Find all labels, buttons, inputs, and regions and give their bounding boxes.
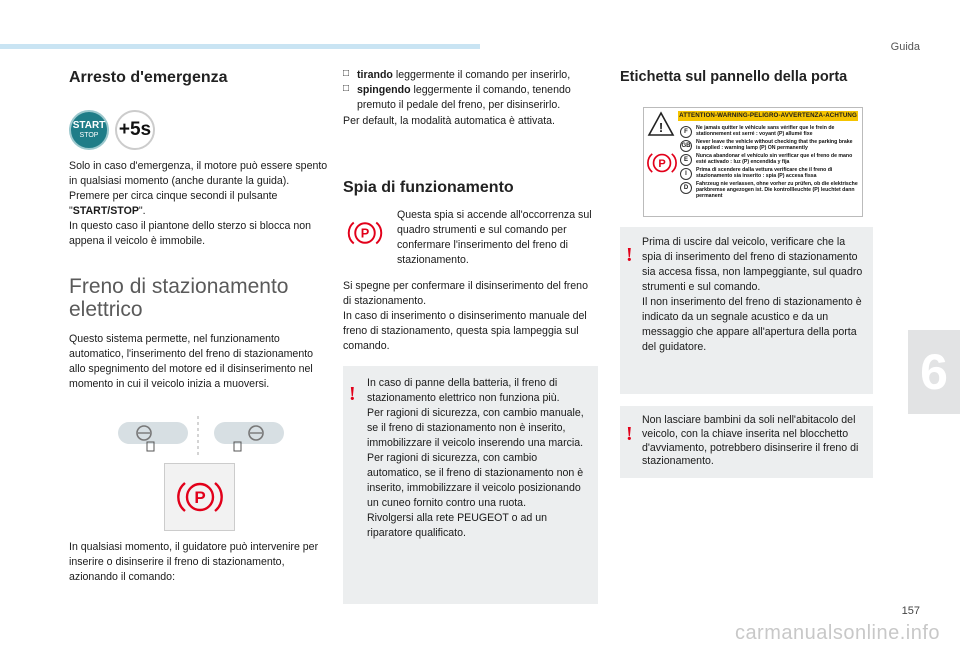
warning-line: Per ragioni di sicurezza, con cambio manuale, se il freno di stazionamento non è inserito, immobilizzare il veicolo inserendo una marcia. — [367, 407, 584, 450]
svg-text:!: ! — [658, 120, 664, 135]
warning-box-exit-check — [620, 227, 873, 394]
label-rows — [680, 124, 858, 202]
watermark: carmanualsonline.info — [734, 622, 940, 644]
warning-line: In caso di panne della batteria, il freno di stazionamento elettrico non funziona più. — [367, 377, 560, 405]
list-item: □ spingendo leggermente il comando, tenendo premuto il pedale del freno, per disinserirlo. — [343, 83, 598, 113]
control-action-list — [343, 68, 598, 113]
light-off-text: Si spegne per confermare il disinserimento del freno di stazionamento. — [343, 280, 588, 308]
svg-text:P: P — [658, 157, 666, 170]
label-header: ATTENTION-WARNING-PELIGRO-AVVERTENZA-ACHTUNG — [679, 112, 857, 119]
door-panel-label-illustration — [643, 107, 863, 217]
operation-light-description: Questa spia si accende all'occorrenza sul quadro strumenti e sul comando per confermare l'inserimento del freno di stazionamento. — [397, 209, 592, 267]
heading-electric-parking-brake: Freno di stazionamento elettrico — [69, 275, 289, 321]
driver-intervention-text: In qualsiasi momento, il guidatore può intervenire per inserire o disinserire il freno di stazionamento, azionando il comando: — [69, 541, 319, 584]
header-accent-bar — [0, 44, 480, 49]
section-label: Guida — [890, 41, 920, 53]
warning-icon: ! — [626, 244, 633, 266]
label-row: D Fahrzeug nie verlassen, ohne vorher zu prüfen, ob die elektrische parkbremse angezogen ist. Die kontrollleuchte (P) leuchtet dann permanent — [680, 182, 858, 200]
warning-box-children — [620, 406, 873, 478]
label-row: I Prima di scendere dalla vettura verificare che il freno di stazionamento sia inserito : spia (P) accesa fissa — [680, 168, 858, 180]
emergency-paragraph-3: In questo caso il piantone dello sterzo si blocca non appena il veicolo è immobile. — [69, 220, 312, 248]
parking-brake-switch-illustration — [164, 463, 235, 531]
label-parking-icon — [647, 150, 677, 180]
label-row: F Ne jamais quitter le véhicule sans vérifier que le frein de stationnement est serré : voyant (P) allumé fixe — [680, 126, 858, 138]
warning-icon: ! — [349, 383, 356, 405]
parking-brake-warning-icon — [177, 477, 223, 517]
warning-line: Prima di uscire dal veicolo, verificare che la spia di inserimento del freno di stazionamento sia accesa fissa, non lampeggiante, sul quadro strumenti e sul comando. — [642, 236, 863, 294]
warning-line: Non lasciare bambini da soli nell'abitacolo del veicolo, con la chiave inserita nel blocchetto d'avviamento, potrebbero disinserire il freno di stazionamento. — [642, 414, 859, 468]
list-item: □ tirando leggermente il comando per inserirlo, — [343, 68, 598, 83]
label-row: GB Never leave the vehicle without checking that the parking brake is applied : warning lamp (P) ON permanently — [681, 139, 853, 151]
parking-light-icon — [346, 218, 384, 253]
start-stop-illustration — [69, 110, 155, 150]
emergency-paragraph-1: Solo in caso d'emergenza, il motore può essere spento in qualsiasi momento (anche durante la guida). — [69, 160, 328, 188]
label-row: E Nunca abandonar el vehículo sin verificar que el freno de mano esté activado : luz (P) encendida y fija — [680, 154, 858, 166]
start-stop-button-icon: START STOP — [69, 110, 109, 150]
heading-emergency-stop: Arresto d'emergenza — [69, 69, 228, 86]
svg-text:P: P — [360, 225, 370, 241]
warning-box-battery — [343, 366, 598, 604]
page-number: 157 — [901, 605, 920, 617]
heading-door-label: Etichetta sul pannello della porta — [620, 69, 848, 85]
operation-light-text — [343, 279, 598, 354]
svg-text:P: P — [193, 488, 206, 507]
warning-triangle-icon — [647, 111, 675, 137]
emergency-text — [69, 159, 329, 249]
warning-line: Per ragioni di sicurezza, con cambio automatico, se il freno di stazionamento non è inserito, immobilizzare il veicolo posizionando un cuneo fornito contro una ruota. — [367, 452, 584, 510]
parking-brake-description: Questo sistema permette, nel funzionamento automatico, l'inserimento del freno di stazionamento allo spegnimento del motore ed il disinserimento nel momento in cui il veicolo inizia a muoversi. — [69, 333, 314, 391]
warning-icon: ! — [626, 423, 633, 445]
light-flash-text: In caso di inserimento o disinserimento manuale del freno di stazionamento, questa spia lampeggia sul comando. — [343, 310, 587, 353]
default-mode-text: Per default, la modalità automatica è attivata. — [343, 115, 555, 127]
parking-brake-levers-illustration — [116, 412, 286, 458]
warning-line: Il non inserimento del freno di stazionamento è indicato da un segnale acustico e da un messaggio che appare all'apertura della porta del guidatore. — [642, 296, 862, 354]
emergency-paragraph-2: Premere per circa cinque secondi il pulsante "START/STOP". — [69, 190, 278, 218]
heading-operation-light: Spia di funzionamento — [343, 179, 514, 196]
warning-line: Rivolgersi alla rete PEUGEOT o ad un riparatore qualificato. — [367, 512, 547, 540]
plus-5s-icon: +5s — [115, 110, 155, 150]
chapter-tab: 6 — [908, 330, 960, 414]
